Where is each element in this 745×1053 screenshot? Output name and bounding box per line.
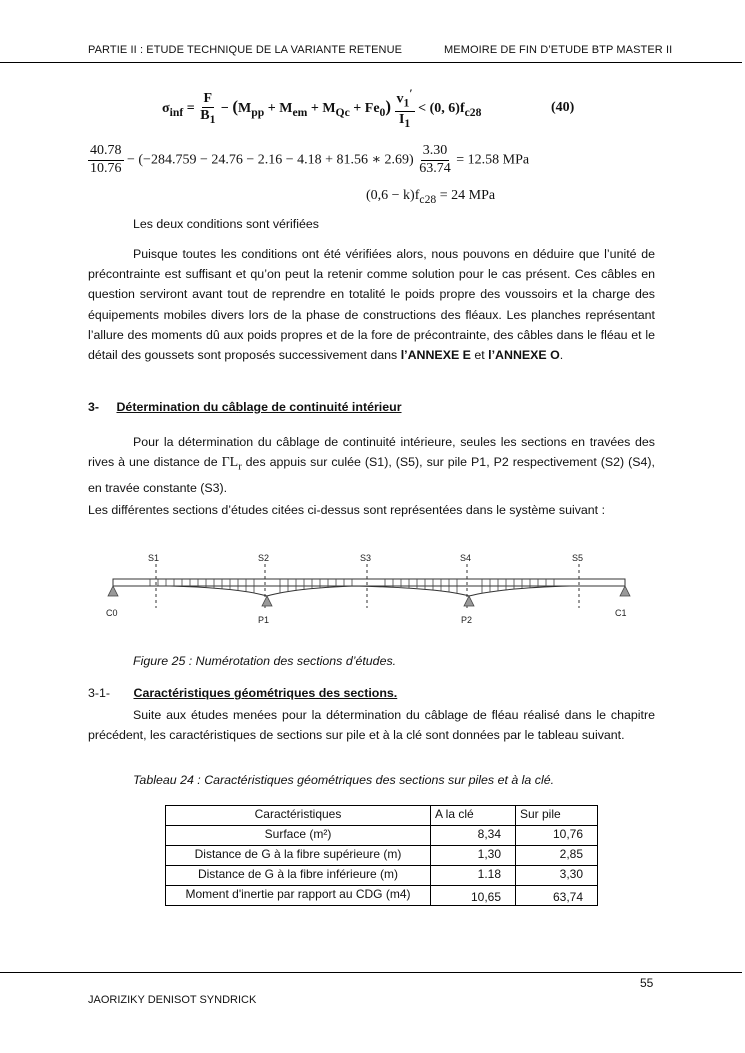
- support-c1: [620, 586, 630, 596]
- section-3-1-heading: 3-1- Caractéristiques géométriques des sections.: [88, 686, 398, 700]
- table-cell: 2,85: [516, 846, 598, 866]
- table-cell: 63,74: [516, 886, 598, 906]
- support-p1: [262, 596, 272, 606]
- bridge-sections-diagram: [100, 550, 640, 630]
- section-label-s5: S5: [572, 553, 584, 563]
- section-label-s2: S2: [258, 553, 270, 563]
- support-label-c1: C1: [615, 608, 627, 618]
- equation-limit: $(0,6 - k)f_{c28} = 24$ MPa: [366, 188, 496, 206]
- section-label-s4: S4: [460, 553, 472, 563]
- equation-number: (40): [551, 100, 575, 115]
- support-label-p2: P2: [461, 615, 473, 625]
- support-p2: [464, 596, 474, 606]
- table-row: [166, 886, 598, 906]
- section-label-s3: S3: [360, 553, 372, 563]
- header-rule: [0, 62, 742, 63]
- deck-soffit: [113, 586, 625, 596]
- table-cell: Distance de G à la fibre supérieure (m): [166, 846, 431, 866]
- table-header-cell: A la clé: [431, 806, 516, 826]
- table-header-row: [166, 806, 598, 826]
- table-row: [166, 846, 598, 866]
- table-cell: 10,65: [431, 886, 516, 906]
- table-cell: 8,34: [431, 826, 516, 846]
- conditions-text: Les deux conditions sont vérifiées: [133, 217, 319, 231]
- paragraph-geometry: Suite aux études menées pour la détermination du câblage de fléau réalisé dans le chapitre précédent, les caractéristiques de sections sur pile et à la clé sont données par le tableau suivant.: [88, 708, 655, 743]
- page-number: 55: [640, 976, 654, 990]
- table-cell: 1,30: [431, 846, 516, 866]
- author-name: JAORIZIKY DENISOT SYNDRICK: [88, 994, 257, 1006]
- support-c0: [108, 586, 118, 596]
- footer-rule: [0, 972, 742, 973]
- paragraph-sections: Pour la détermination du câblage de continuité intérieure, seules les sections en travées des rives à une distance de $\Gamma L_r$ des appuis sur culée (S1), (S5), sur pile P1, P2 respectivement (S2) (S4), en travée constante (S3).: [88, 435, 656, 495]
- table-header-cell: Caractéristiques: [166, 806, 431, 826]
- table-cell: 1.18: [431, 866, 516, 886]
- figure-caption: Figure 25 : Numérotation des sections d’études.: [133, 654, 397, 668]
- support-label-c0: C0: [106, 608, 118, 618]
- table-cell: 10,76: [516, 826, 598, 846]
- running-header-right: MEMOIRE DE FIN D’ETUDE BTP MASTER II: [444, 44, 673, 56]
- geometry-table: [165, 805, 598, 906]
- table-row: [166, 826, 598, 846]
- equation-40: $\sigma_{inf}$ = $\frac{F}{B_1}$ − $(M_{pp} + M_{em} + M_{Qc} + Fe_0)$ $\frac{v_1'}{I_1}$ < (0, $6)f_{c28}$: [162, 87, 482, 130]
- table-cell: 3,30: [516, 866, 598, 886]
- table-cell: Distance de G à la fibre inférieure (m): [166, 866, 431, 886]
- table-header-cell: Sur pile: [516, 806, 598, 826]
- table-caption: Tableau 24 : Caractéristiques géométriques des sections sur piles et à la clé.: [133, 773, 555, 787]
- table-cell: Surface (m²): [166, 826, 431, 846]
- paragraph-conclusion: Puisque toutes les conditions ont été vérifiées alors, nous pouvons en déduire que l’unité de précontrainte est suffisant et qu’on peut la retenir comme solution pour le cas présent. Ces câbles en question serviront avant tout de reprendre en totalité le poids propre des voussoirs et la charge des équipements mobiles divers lors de la phase de constructions des fléaux. Les planches représentant l’allure des moments dû aux poids propres et de la fore de précontrainte, des câbles dans le fléau et le détail des goussets sont proposés successivement dans l’ANNEXE E et l’ANNEXE O.: [88, 247, 655, 363]
- paragraph-system: Les différentes sections d’études citées ci-dessus sont représentées dans le système suivant :: [88, 503, 606, 517]
- equation-numeric: $\frac{40.78}{10.76}$ − (−284.759 − 24.76 − 2.16 − 4.18 + 81.56 ∗ 2.69) $\frac{3.30}{63.74}$ = 12.58 MPa: [90, 143, 530, 176]
- section-3-heading: 3- Détermination du câblage de continuité intérieur: [88, 400, 402, 414]
- running-header-left: PARTIE II : ETUDE TECHNIQUE DE LA VARIANTE RETENUE: [88, 44, 403, 56]
- table-row: [166, 866, 598, 886]
- section-label-s1: S1: [148, 553, 160, 563]
- table-cell: Moment d'inertie par rapport au CDG (m4): [166, 886, 431, 906]
- support-label-p1: P1: [258, 615, 270, 625]
- supports: [108, 586, 630, 606]
